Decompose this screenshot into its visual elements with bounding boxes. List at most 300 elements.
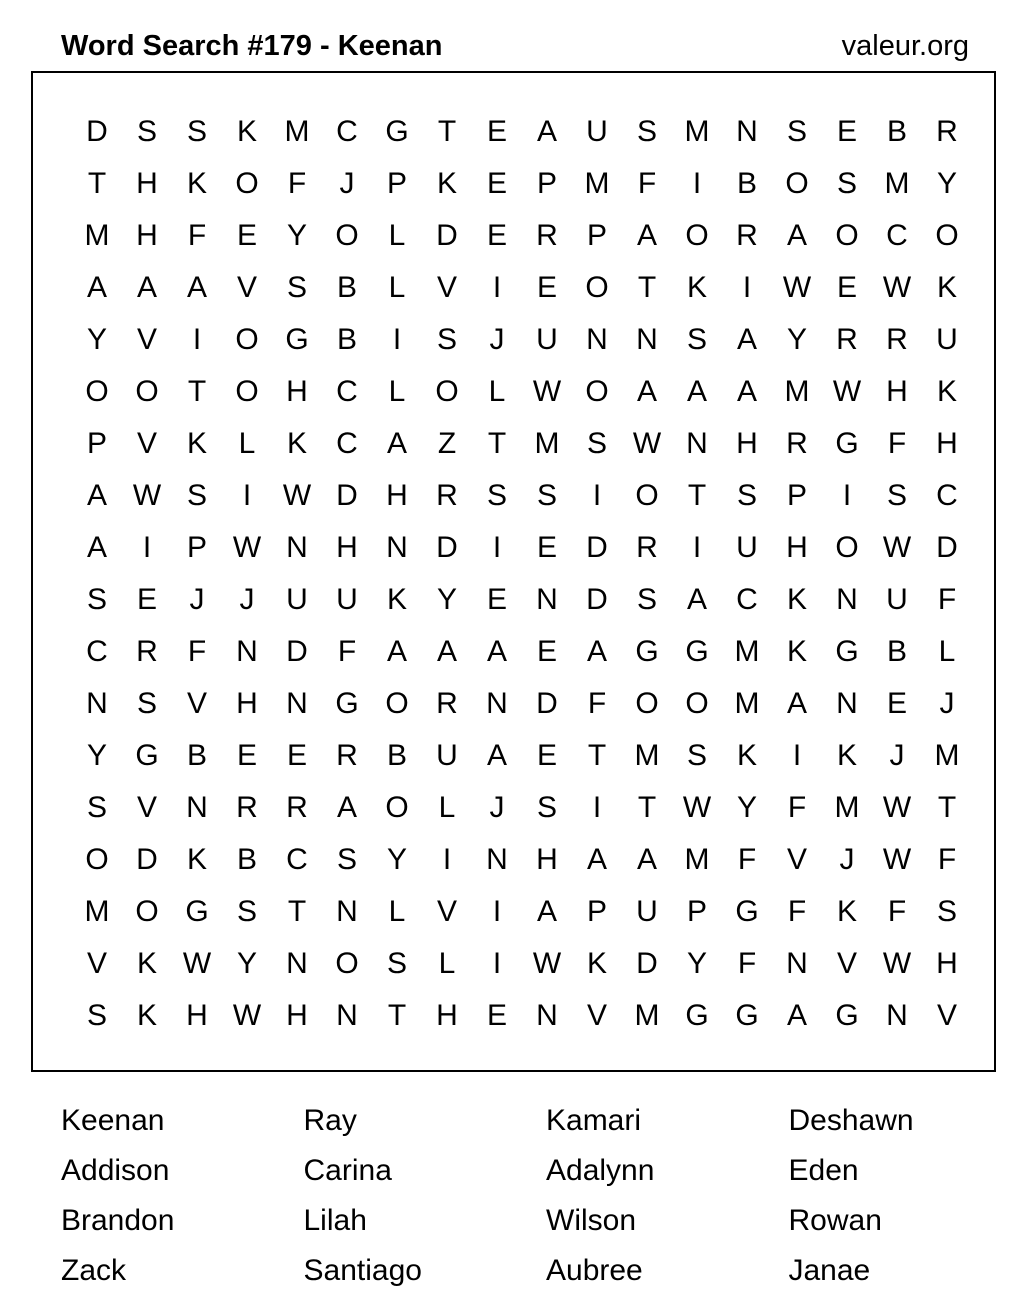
- grid-cell: S: [86, 999, 107, 1032]
- grid-cell: E: [486, 583, 507, 616]
- grid-cell: D: [636, 947, 658, 980]
- grid-cell: Y: [736, 791, 757, 824]
- grid-cell: L: [438, 947, 456, 980]
- grid-cell: D: [136, 843, 158, 876]
- grid-cell: I: [242, 479, 252, 512]
- word-list-item: Addison: [61, 1154, 170, 1187]
- grid-cell: P: [186, 531, 207, 564]
- grid-cell: W: [882, 947, 912, 980]
- grid-cell: N: [286, 947, 308, 980]
- grid-cell: E: [836, 115, 857, 148]
- grid-cell: A: [486, 635, 507, 668]
- grid-cell: F: [787, 895, 807, 928]
- grid-cell: P: [686, 895, 707, 928]
- grid-cell: R: [936, 115, 958, 148]
- grid-cell: K: [386, 583, 407, 616]
- grid-cell: A: [586, 635, 607, 668]
- grid-cell: G: [635, 635, 659, 668]
- grid-cell: I: [392, 323, 402, 356]
- grid-cell: S: [836, 167, 857, 200]
- grid-cell: T: [937, 791, 957, 824]
- grid-cell: I: [792, 739, 802, 772]
- grid-cell: O: [235, 167, 259, 200]
- grid-cell: A: [686, 375, 707, 408]
- grid-cell: I: [592, 791, 602, 824]
- grid-cell: K: [436, 167, 457, 200]
- grid-cell: A: [786, 687, 807, 720]
- grid-cell: M: [934, 739, 960, 772]
- grid-cell: G: [285, 323, 309, 356]
- grid-cell: B: [386, 739, 407, 772]
- grid-cell: A: [86, 271, 107, 304]
- grid-cell: R: [436, 687, 458, 720]
- grid-cell: V: [436, 271, 457, 304]
- grid-cell: R: [286, 791, 308, 824]
- grid-cell: J: [939, 687, 955, 720]
- grid-cell: H: [136, 167, 158, 200]
- grid-cell: S: [136, 115, 157, 148]
- grid-cell: U: [536, 323, 558, 356]
- grid-cell: P: [86, 427, 107, 460]
- grid-cell: E: [486, 999, 507, 1032]
- grid-cell: R: [136, 635, 158, 668]
- grid-cell: F: [287, 167, 307, 200]
- grid-cell: A: [686, 583, 707, 616]
- grid-cell: K: [736, 739, 757, 772]
- word-list-item: Aubree: [546, 1254, 643, 1287]
- grid-cell: K: [936, 375, 957, 408]
- grid-cell: H: [286, 999, 308, 1032]
- grid-cell: A: [486, 739, 507, 772]
- grid-cell: S: [736, 479, 757, 512]
- grid-cell: N: [486, 843, 508, 876]
- grid-cell: T: [437, 115, 457, 148]
- grid-cell: O: [835, 219, 859, 252]
- grid-cell: F: [587, 687, 607, 720]
- grid-cell: K: [136, 999, 157, 1032]
- grid-cell: O: [85, 843, 109, 876]
- grid-cell: F: [887, 427, 907, 460]
- grid-cell: K: [286, 427, 307, 460]
- grid-cell: S: [686, 323, 707, 356]
- grid-cell: U: [886, 583, 908, 616]
- grid-cell: I: [692, 167, 702, 200]
- grid-cell: J: [839, 843, 855, 876]
- grid-cell: D: [436, 219, 458, 252]
- word-list-item: Adalynn: [546, 1154, 655, 1187]
- grid-cell: Y: [786, 323, 807, 356]
- grid-cell: I: [492, 271, 502, 304]
- grid-cell: W: [782, 271, 812, 304]
- grid-cell: S: [86, 583, 107, 616]
- grid-cell: O: [635, 687, 659, 720]
- grid-cell: K: [836, 739, 857, 772]
- grid-cell: J: [339, 167, 355, 200]
- grid-cell: N: [686, 427, 708, 460]
- grid-cell: N: [636, 323, 658, 356]
- grid-cell: N: [836, 583, 858, 616]
- grid-cell: K: [236, 115, 257, 148]
- site-name: valeur.org: [841, 30, 969, 62]
- grid-cell: O: [385, 687, 409, 720]
- grid-cell: V: [836, 947, 857, 980]
- grid-cell: N: [286, 687, 308, 720]
- grid-cell: U: [636, 895, 658, 928]
- grid-cell: B: [736, 167, 757, 200]
- grid-cell: Y: [286, 219, 307, 252]
- grid-cell: I: [592, 479, 602, 512]
- grid-cell: Y: [236, 947, 257, 980]
- grid-cell: N: [586, 323, 608, 356]
- grid-cell: O: [935, 219, 959, 252]
- grid-cell: O: [235, 323, 259, 356]
- grid-cell: E: [536, 531, 557, 564]
- grid-cell: S: [536, 479, 557, 512]
- grid-cell: T: [587, 739, 607, 772]
- word-list-item: Brandon: [61, 1204, 175, 1237]
- grid-cell: R: [436, 479, 458, 512]
- grid-cell: V: [786, 843, 807, 876]
- grid-cell: A: [786, 999, 807, 1032]
- grid-cell: D: [286, 635, 308, 668]
- grid-cell: E: [286, 739, 307, 772]
- grid-cell: P: [536, 167, 557, 200]
- grid-cell: A: [386, 635, 407, 668]
- word-list-item: Keenan: [61, 1104, 165, 1137]
- grid-cell: V: [436, 895, 457, 928]
- grid-cell: A: [386, 427, 407, 460]
- grid-cell: H: [236, 687, 258, 720]
- grid-cell: R: [636, 531, 658, 564]
- grid-cell: M: [684, 115, 710, 148]
- grid-cell: H: [936, 947, 958, 980]
- grid-cell: G: [185, 895, 209, 928]
- grid-cell: O: [635, 479, 659, 512]
- grid-cell: O: [685, 219, 709, 252]
- grid-cell: A: [436, 635, 457, 668]
- grid-cell: I: [492, 531, 502, 564]
- grid-cell: P: [386, 167, 407, 200]
- grid-cell: Y: [936, 167, 957, 200]
- grid-cell: O: [435, 375, 459, 408]
- grid-cell: V: [136, 323, 157, 356]
- grid-cell: Y: [686, 947, 707, 980]
- grid-cell: R: [236, 791, 258, 824]
- grid-cell: H: [136, 219, 158, 252]
- grid-cell: S: [336, 843, 357, 876]
- grid-cell: Z: [437, 427, 457, 460]
- grid-cell: N: [786, 947, 808, 980]
- grid-cell: G: [335, 687, 359, 720]
- grid-cell: K: [136, 947, 157, 980]
- word-list: [61, 1096, 1001, 1296]
- grid-cell: M: [284, 115, 310, 148]
- grid-cell: S: [286, 271, 307, 304]
- grid-cell: B: [336, 271, 357, 304]
- grid-cell: K: [786, 635, 807, 668]
- grid-cell: R: [886, 323, 908, 356]
- grid-cell: U: [286, 583, 308, 616]
- grid-cell: E: [136, 583, 157, 616]
- grid-cell: H: [386, 479, 408, 512]
- grid-cell: R: [736, 219, 758, 252]
- grid-cell: A: [736, 323, 757, 356]
- grid-cell: T: [487, 427, 507, 460]
- grid-cell: F: [637, 167, 657, 200]
- grid-cell: Y: [436, 583, 457, 616]
- grid-cell: N: [736, 115, 758, 148]
- word-list-item: Zack: [61, 1254, 127, 1287]
- grid-cell: L: [388, 895, 406, 928]
- grid-cell: B: [186, 739, 207, 772]
- grid-cell: W: [532, 947, 562, 980]
- grid-cell: J: [489, 791, 505, 824]
- grid-cell: F: [337, 635, 357, 668]
- grid-cell: A: [86, 479, 107, 512]
- grid-cell: S: [586, 427, 607, 460]
- grid-cell: H: [886, 375, 908, 408]
- grid-cell: N: [486, 687, 508, 720]
- grid-cell: L: [438, 791, 456, 824]
- grid-cell: A: [636, 375, 657, 408]
- page-title: Word Search #179 - Keenan: [61, 30, 443, 62]
- grid-cell: G: [835, 999, 859, 1032]
- grid-cell: M: [734, 635, 760, 668]
- grid-cell: A: [736, 375, 757, 408]
- grid-cell: I: [742, 271, 752, 304]
- grid-cell: O: [85, 375, 109, 408]
- grid-cell: T: [687, 479, 707, 512]
- grid-cell: I: [492, 947, 502, 980]
- grid-cell: W: [882, 791, 912, 824]
- grid-cell: B: [886, 115, 907, 148]
- grid-cell: G: [385, 115, 409, 148]
- word-list-item: Janae: [788, 1254, 871, 1287]
- grid-cell: P: [786, 479, 807, 512]
- grid-cell: G: [685, 999, 709, 1032]
- grid-cell: R: [536, 219, 558, 252]
- word-list-item: Santiago: [303, 1254, 422, 1287]
- grid-cell: M: [584, 167, 610, 200]
- grid-cell: A: [636, 219, 657, 252]
- grid-cell: R: [836, 323, 858, 356]
- grid-cell: B: [886, 635, 907, 668]
- grid-cell: E: [886, 687, 907, 720]
- grid-cell: L: [238, 427, 256, 460]
- grid-cell: S: [536, 791, 557, 824]
- grid-cell: N: [336, 999, 358, 1032]
- grid-cell: A: [586, 843, 607, 876]
- grid-cell: K: [786, 583, 807, 616]
- grid-cell: W: [682, 791, 712, 824]
- grid-cell: S: [86, 791, 107, 824]
- grid-cell: S: [236, 895, 257, 928]
- word-list-item: Wilson: [546, 1204, 637, 1237]
- grid-cell: J: [489, 323, 505, 356]
- grid-cell: D: [436, 531, 458, 564]
- grid-cell: E: [236, 739, 257, 772]
- word-list-item: Deshawn: [788, 1104, 914, 1137]
- grid-cell: C: [736, 583, 758, 616]
- grid-cell: F: [737, 947, 757, 980]
- grid-cell: S: [886, 479, 907, 512]
- grid-cell: G: [835, 635, 859, 668]
- grid-cell: P: [586, 219, 607, 252]
- grid-cell: S: [686, 739, 707, 772]
- grid-cell: C: [86, 635, 108, 668]
- grid-cell: T: [287, 895, 307, 928]
- grid-cell: W: [232, 531, 262, 564]
- grid-cell: D: [586, 583, 608, 616]
- grid-cell: O: [135, 375, 159, 408]
- grid-cell: E: [486, 115, 507, 148]
- grid-cell: A: [136, 271, 157, 304]
- grid-cell: E: [486, 167, 507, 200]
- grid-cell: V: [86, 947, 107, 980]
- grid-cell: W: [882, 271, 912, 304]
- grid-cell: Y: [386, 843, 407, 876]
- grid-cell: H: [436, 999, 458, 1032]
- grid-cell: D: [86, 115, 108, 148]
- grid-cell: K: [186, 427, 207, 460]
- grid-cell: N: [536, 999, 558, 1032]
- grid-cell: E: [536, 635, 557, 668]
- grid-cell: H: [336, 531, 358, 564]
- grid-cell: V: [136, 427, 157, 460]
- grid-cell: L: [388, 375, 406, 408]
- grid-cell: M: [534, 427, 560, 460]
- grid-cell: H: [936, 427, 958, 460]
- grid-cell: D: [536, 687, 558, 720]
- grid-cell: M: [734, 687, 760, 720]
- grid-cell: R: [786, 427, 808, 460]
- grid-cell: N: [836, 687, 858, 720]
- grid-cell: K: [836, 895, 857, 928]
- grid-cell: K: [936, 271, 957, 304]
- grid-cell: G: [685, 635, 709, 668]
- grid-cell: W: [532, 375, 562, 408]
- grid-cell: C: [336, 375, 358, 408]
- grid-cell: S: [636, 583, 657, 616]
- grid-cell: W: [832, 375, 862, 408]
- grid-cell: K: [186, 843, 207, 876]
- grid-cell: O: [335, 947, 359, 980]
- grid-cell: T: [637, 271, 657, 304]
- word-list-item: Kamari: [546, 1104, 642, 1137]
- grid-cell: M: [84, 895, 110, 928]
- grid-cell: N: [286, 531, 308, 564]
- grid-cell: O: [585, 375, 609, 408]
- grid-cell: G: [735, 895, 759, 928]
- grid-cell: N: [886, 999, 908, 1032]
- grid-cell: P: [586, 895, 607, 928]
- grid-cell: U: [436, 739, 458, 772]
- grid-cell: E: [236, 219, 257, 252]
- grid-cell: C: [886, 219, 908, 252]
- grid-cell: S: [386, 947, 407, 980]
- grid-cell: S: [186, 115, 207, 148]
- grid-cell: M: [834, 791, 860, 824]
- grid-cell: O: [335, 219, 359, 252]
- grid-cell: K: [186, 167, 207, 200]
- grid-cell: U: [936, 323, 958, 356]
- grid-cell: F: [187, 635, 207, 668]
- grid-cell: M: [884, 167, 910, 200]
- grid-cell: N: [236, 635, 258, 668]
- grid-cell: S: [186, 479, 207, 512]
- grid-cell: L: [388, 219, 406, 252]
- grid-cell: W: [282, 479, 312, 512]
- grid-cell: E: [536, 271, 557, 304]
- grid-cell: L: [938, 635, 956, 668]
- grid-cell: H: [186, 999, 208, 1032]
- grid-cell: G: [735, 999, 759, 1032]
- word-list-item: Ray: [303, 1104, 357, 1137]
- grid-cell: I: [692, 531, 702, 564]
- grid-cell: S: [436, 323, 457, 356]
- grid-cell: H: [286, 375, 308, 408]
- grid-cell: F: [887, 895, 907, 928]
- grid-cell: N: [386, 531, 408, 564]
- grid-cell: V: [936, 999, 957, 1032]
- grid-cell: O: [135, 895, 159, 928]
- grid-cell: T: [387, 999, 407, 1032]
- grid-cell: V: [186, 687, 207, 720]
- grid-cell: W: [132, 479, 162, 512]
- grid-cell: D: [586, 531, 608, 564]
- grid-cell: M: [784, 375, 810, 408]
- grid-cell: E: [536, 739, 557, 772]
- grid-cell: D: [336, 479, 358, 512]
- grid-cell: R: [336, 739, 358, 772]
- grid-cell: N: [186, 791, 208, 824]
- grid-cell: E: [836, 271, 857, 304]
- grid-cell: L: [488, 375, 506, 408]
- grid-cell: D: [936, 531, 958, 564]
- grid-cell: O: [785, 167, 809, 200]
- grid-cell: M: [634, 999, 660, 1032]
- grid-cell: W: [632, 427, 662, 460]
- grid-cell: S: [636, 115, 657, 148]
- grid-cell: B: [236, 843, 257, 876]
- grid-cell: S: [136, 687, 157, 720]
- grid-cell: I: [842, 479, 852, 512]
- grid-cell: I: [492, 895, 502, 928]
- grid-cell: F: [787, 791, 807, 824]
- grid-cell: J: [239, 583, 255, 616]
- grid-cell: K: [586, 947, 607, 980]
- grid-cell: C: [336, 427, 358, 460]
- grid-cell: F: [187, 219, 207, 252]
- grid-cell: C: [336, 115, 358, 148]
- grid-cell: A: [336, 791, 357, 824]
- grid-cell: L: [388, 271, 406, 304]
- grid-cell: E: [486, 219, 507, 252]
- word-list-item: Eden: [788, 1154, 859, 1187]
- word-list-item: Rowan: [788, 1204, 882, 1237]
- grid-cell: S: [936, 895, 957, 928]
- grid-cell: G: [135, 739, 159, 772]
- grid-cell: V: [586, 999, 607, 1032]
- grid-cell: S: [486, 479, 507, 512]
- grid-cell: V: [236, 271, 257, 304]
- grid-cell: C: [286, 843, 308, 876]
- word-list-item: Lilah: [303, 1204, 367, 1237]
- grid-cell: O: [385, 791, 409, 824]
- grid-cell: F: [937, 583, 957, 616]
- grid-cell: W: [882, 531, 912, 564]
- puzzle-box: [31, 71, 996, 1072]
